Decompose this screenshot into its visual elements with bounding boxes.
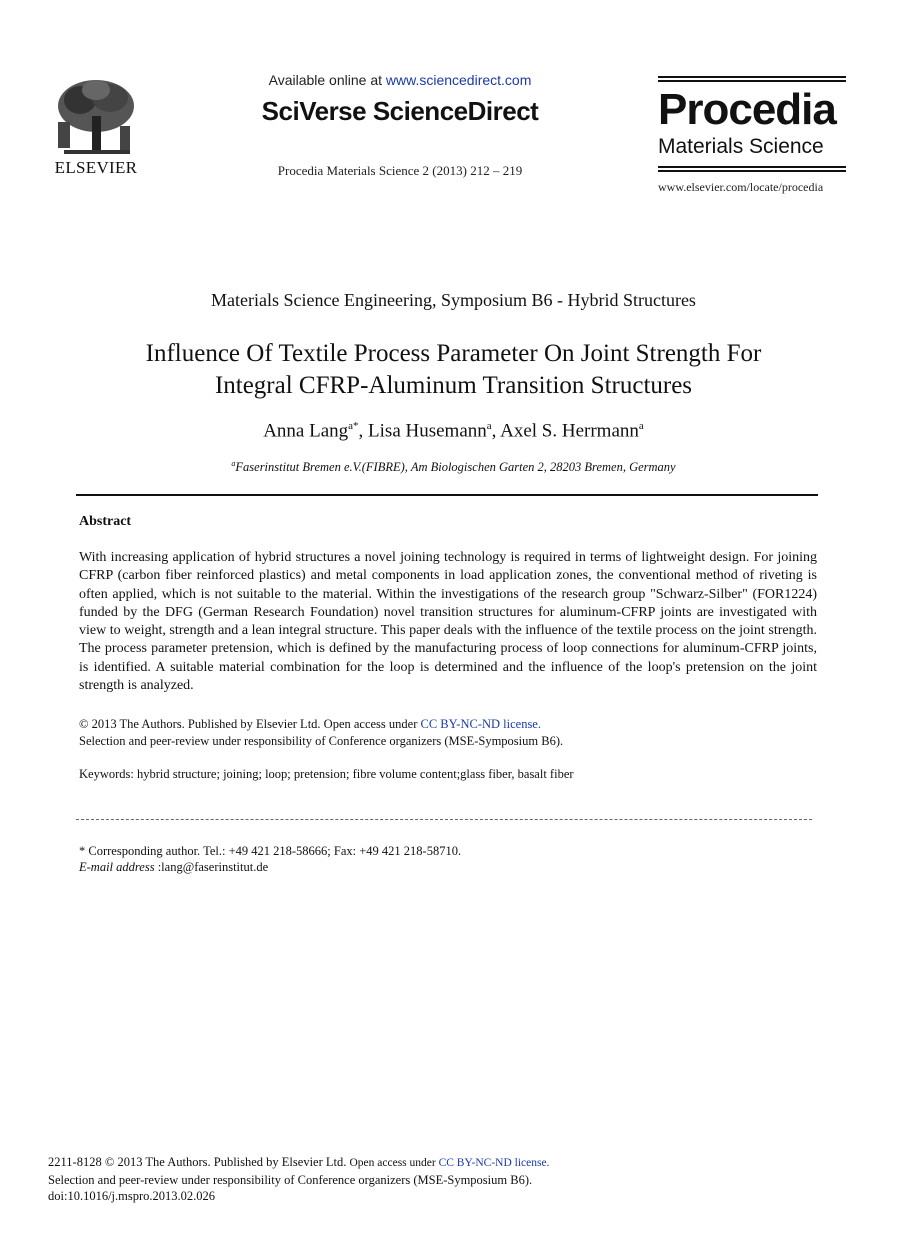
affiliation-text: Faserinstitut Bremen e.V.(FIBRE), Am Biologischen Garten 2, 28203 Bremen, Germany bbox=[235, 460, 676, 475]
peer-review-note: Selection and peer-review under responsibility of Conference organizers (MSE-Symposium B6). bbox=[79, 734, 564, 748]
abstract-body: With increasing application of hybrid structures a novel joining technology is required in terms of lightweight design. For joining CFRP (carbon fiber reinforced plastics) and metal components in load application zones, the conventional method of riveting is often applied, which is not suitable to the material. Within the investigations of the research group "Schwarz-Silber" (FOR1224) funded by the DFG (German Research Foundation) novel transition structures for aluminum-CFRP joints are investigated with view to weight, strength and a lean integral structure. This paper deals with the influence of the textile process on the joint strength. The process parameter pretension, which is defined by the manufacturing process of loop connections for aluminum-CFRP joints, is identified. A suitable material combination for the loop is determined and the influence of the loop's pretension on the joint strength is analyzed. bbox=[79, 550, 817, 694]
email-address[interactable]: :lang@faserinstitut.de bbox=[154, 860, 269, 874]
abstract-heading: Abstract bbox=[79, 514, 132, 529]
footer-license-link[interactable]: CC BY-NC-ND license. bbox=[438, 1157, 550, 1169]
author-sup: a bbox=[486, 420, 492, 432]
title-line-1: Influence Of Textile Process Parameter On Joint Strength For bbox=[145, 340, 762, 367]
author-sup: a bbox=[638, 420, 644, 432]
license-link[interactable]: CC BY-NC-ND license. bbox=[420, 717, 541, 731]
journal-logo-main: Procedia bbox=[658, 85, 836, 134]
author-sup: a* bbox=[348, 420, 359, 432]
title-divider bbox=[76, 494, 818, 496]
keywords: Keywords: hybrid structure; joining; loop; pretension; fibre volume content;glass fiber, basalt fiber bbox=[79, 767, 574, 781]
publisher-name: ELSEVIER bbox=[54, 158, 138, 177]
open-access-text: Open access under bbox=[349, 1157, 439, 1169]
copyright-block bbox=[79, 716, 819, 750]
author-sep: , bbox=[358, 420, 369, 442]
doi[interactable]: doi:10.1016/j.mspro.2013.02.026 bbox=[48, 1189, 216, 1203]
author-name: Anna Lang bbox=[263, 420, 349, 442]
footer-peer-review: Selection and peer-review under responsibility of Conference organizers (MSE-Symposium B6). bbox=[48, 1172, 533, 1187]
availability-prefix: Available online at bbox=[268, 72, 386, 88]
availability-line bbox=[200, 72, 600, 88]
symposium-name: Materials Science Engineering, Symposium B6 - Hybrid Structures bbox=[211, 290, 696, 310]
affiliation bbox=[0, 459, 907, 475]
platform-logo: SciVerse ScienceDirect bbox=[261, 96, 539, 126]
email-label: E-mail address bbox=[79, 860, 155, 874]
author-name: Lisa Husemann bbox=[368, 420, 487, 442]
tree-icon bbox=[50, 76, 142, 160]
journal-logo bbox=[658, 76, 846, 174]
journal-reference: Procedia Materials Science 2 (2013) 212 – 219 bbox=[277, 163, 523, 178]
paper-title bbox=[60, 338, 847, 402]
corresponding-author: * Corresponding author. Tel.: +49 421 218-58666; Fax: +49 421 218-58710. bbox=[79, 844, 462, 858]
title-line-2: Integral CFRP-Aluminum Transition Structures bbox=[214, 372, 693, 399]
footnote-divider bbox=[76, 819, 812, 820]
copyright-text: © 2013 The Authors. Published by Elsevier Ltd. Open access under bbox=[79, 717, 421, 731]
journal-logo-sub: Materials Science bbox=[658, 135, 824, 158]
affiliation-sup: a bbox=[231, 459, 236, 468]
journal-url[interactable]: www.elsevier.com/locate/procedia bbox=[658, 180, 824, 194]
page-footer bbox=[48, 1154, 848, 1205]
author-name: Axel S. Herrmann bbox=[500, 420, 639, 442]
author-list bbox=[0, 420, 907, 442]
correspondence bbox=[79, 843, 819, 875]
logo-rule bbox=[658, 170, 846, 172]
issn-copyright: 2211-8128 © 2013 The Authors. Published by Elsevier Ltd. bbox=[48, 1155, 350, 1169]
logo-rule bbox=[658, 166, 846, 168]
logo-rule bbox=[658, 76, 846, 78]
logo-rule bbox=[658, 80, 846, 82]
sciencedirect-link[interactable]: www.sciencedirect.com bbox=[385, 72, 532, 88]
author-sep: , bbox=[491, 420, 501, 442]
